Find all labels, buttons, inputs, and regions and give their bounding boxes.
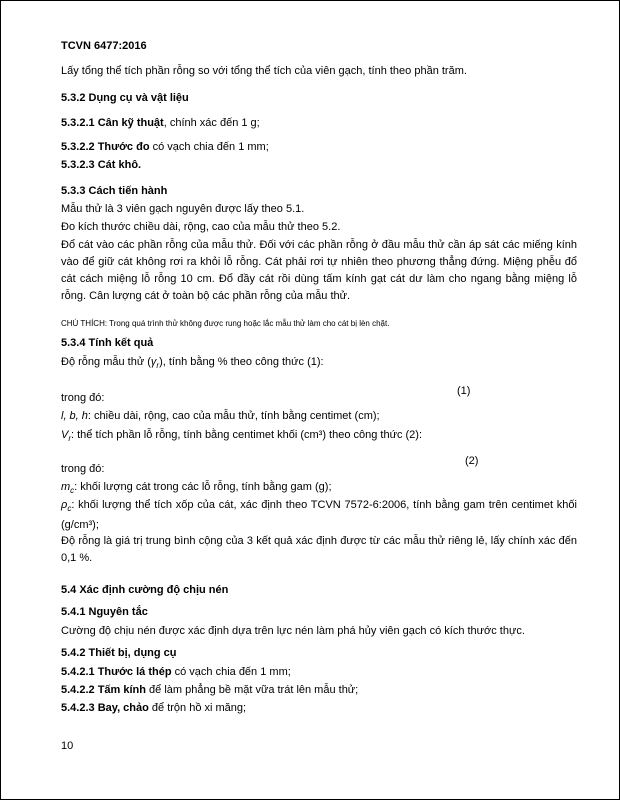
standard-code: TCVN 6477:2016 xyxy=(61,40,147,52)
procedure-line-2: Đo kích thước chiều dài, rộng, cao của mẫu thử theo 5.2. xyxy=(61,221,341,233)
definition-rho-c: $\rho_c$: khối lượng thể tích xốp của cát, xác định theo TCVN 7572-6:2006, tính bằng gam trên centimet khối (g/cm³); xyxy=(61,499,577,532)
item-5-3-2-3: 5.3.2.3 Cát khô. xyxy=(61,159,142,171)
item-5-3-2-2: 5.3.2.2 Thước đo có vạch chia đến 1 mm; xyxy=(61,141,269,153)
definition-vr: $V_r$: thể tích phần lỗ rỗng, tính bằng centimet khối (cm³) theo công thức (2): xyxy=(61,429,423,444)
equation-2-number: (2) xyxy=(465,455,479,467)
section-5-3-2-title: 5.3.2 Dụng cụ và vật liệu xyxy=(61,92,189,104)
procedure-note: CHÚ THÍCH: Trong quá trình thử không được rung hoặc lắc mẫu thử làm cho cát bị lèn chặt. xyxy=(61,319,390,328)
section-5-4-2-title: 5.4.2 Thiết bị, dụng cụ xyxy=(61,647,177,659)
section-5-4-1-title: 5.4.1 Nguyên tắc xyxy=(61,606,148,618)
where-label-2: trong đó: xyxy=(61,463,105,475)
section-5-3-3-title: 5.3.3 Cách tiến hành xyxy=(61,185,168,197)
equation-1-number: (1) xyxy=(457,385,471,397)
section-5-3-4-title: 5.3.4 Tính kết quả xyxy=(61,337,154,349)
definition-lbh: l, b, h: chiều dài, rộng, cao của mẫu thử, tính bằng centimet (cm); xyxy=(61,410,380,422)
item-5-3-2-1: 5.3.2.1 Cân kỹ thuật, chính xác đến 1 g; xyxy=(61,117,260,129)
procedure-paragraph: Đổ cát vào các phần rỗng của mẫu thử. Đối với các phần rỗng ở đầu mẫu thử cần áp sát các miếng kính vào để giữ cát không rơi ra khỏi lỗ rỗng. Cát phải rơi tự nhiên theo phương thẳng đứng. Miệng phễu đổ cát cách miệng lỗ rỗng 10 cm. Đổ đầy cát rồi dùng tấm kính gạt cát dư làm cho ngang bằng miệng lỗ rỗng. Cân lượng cát ở toàn bộ các phần rỗng của mẫu thử. xyxy=(61,239,577,302)
principle-text: Cường độ chịu nén được xác định dựa trên lực nén làm phá hủy viên gạch có kích thước thực. xyxy=(61,625,525,637)
page-number: 10 xyxy=(61,740,74,752)
item-5-4-2-1: 5.4.2.1 Thước lá thép có vạch chia đến 1 mm; xyxy=(61,666,291,678)
section-5-4-title: 5.4 Xác định cường độ chịu nén xyxy=(61,584,229,596)
porosity-intro: Độ rỗng mẫu thử $(\gamma_r)$, tính bằng % theo công thức (1): xyxy=(61,356,324,371)
procedure-line-1: Mẫu thử là 3 viên gạch nguyên được lấy theo 5.1. xyxy=(61,203,305,215)
intro-line: Lấy tổng thể tích phần rỗng so với tổng thể tích của viên gạch, tính theo phần trăm. xyxy=(61,65,467,77)
item-5-4-2-2: 5.4.2.2 Tấm kính để làm phẳng bề mặt vữa trát lên mẫu thử; xyxy=(61,684,359,696)
definition-mc: $m_c$: khối lượng cát trong các lỗ rỗng, tính bằng gam (g); xyxy=(61,481,332,496)
item-5-4-2-3: 5.4.2.3 Bay, chảo để trộn hồ xi măng; xyxy=(61,702,247,714)
where-label-1: trong đó: xyxy=(61,392,105,404)
porosity-final: Độ rỗng là giá trị trung bình cộng của 3 kết quả xác định được từ các mẫu thử riêng lẻ, lấy chính xác đến 0,1 %. xyxy=(61,535,577,564)
